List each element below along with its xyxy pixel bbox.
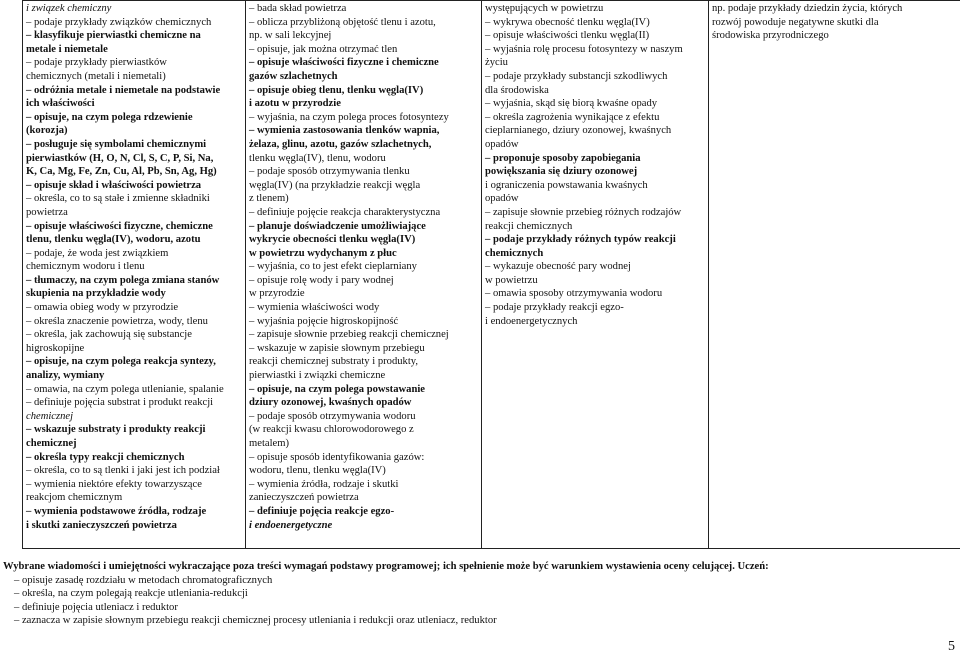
column-2-line: – opisuje sposób identyfikowania gazów: (249, 451, 425, 463)
column-4-line: np. podaje przykłady dziedzin życia, których (712, 3, 903, 14)
column-1-line: skupienia na przykładzie wody (26, 288, 166, 300)
column-2-line: – wymienia właściwości wody (249, 302, 380, 314)
requirements-table (22, 0, 960, 549)
column-2-line: zanieczyszczeń powietrza (249, 492, 359, 504)
column-3-line: występujących w powietrzu (485, 3, 604, 14)
column-2-line: wykrycie obecności tlenku węgla(IV) (249, 234, 416, 246)
column-3-line: opadów (485, 193, 519, 205)
column-1-line: – opisuje skład i właściwości powietrza (26, 179, 202, 191)
column-1-line: ich właściwości (26, 98, 95, 110)
column-1-line: – wymienia podstawowe źródła, rodzaje (26, 505, 207, 517)
column-1-line: reakcjom chemicznym (26, 492, 123, 504)
column-1-line: metale i niemetale (26, 43, 108, 55)
column-2 (246, 1, 482, 549)
column-1-line: – omawia, na czym polega utlenianie, spalanie (26, 383, 224, 395)
column-4-line: rozwój powoduje negatywne skutki dla (712, 16, 879, 28)
column-2-line: – oblicza przybliżoną objętość tlenu i azotu, (249, 16, 436, 28)
column-3-line: – omawia sposoby otrzymywania wodoru (485, 288, 663, 300)
column-2-line: – wyjaśnia, co to jest efekt cieplarniany (249, 261, 417, 273)
column-2-line: i azotu w przyrodzie (249, 98, 341, 110)
column-3-line: chemicznych (485, 247, 544, 259)
column-1-line: pierwiastków (H, O, N, Cl, S, C, P, Si, Na, (26, 152, 214, 164)
column-1-line: – określa, co to są stałe i zmienne składniki (26, 193, 210, 205)
column-1-line: i związek chemiczny (26, 3, 112, 14)
column-1-line: higroskopijne (26, 342, 85, 354)
column-1-line: powietrza (26, 206, 68, 218)
column-3-line: – wykazuje obecność pary wodnej (485, 261, 631, 273)
column-3-line: cieplarnianego, dziury ozonowej, kwaśnych (485, 125, 672, 137)
column-4-line: środowiska przyrodniczego (712, 30, 829, 42)
column-1-line: chemicznym wodoru i tlenu (26, 261, 145, 273)
column-2-line: – opisuje, jak można otrzymać tlen (249, 43, 398, 55)
column-3-line: dla środowiska (485, 84, 549, 96)
column-3-line: życiu (485, 57, 508, 69)
column-3-line: – zapisuje słownie przebieg różnych rodzajów (485, 206, 682, 218)
footer-item: – opisuje zasadę rozdziału w metodach chromatograficznych (14, 574, 273, 586)
column-2-line: – podaje sposób otrzymywania wodoru (249, 410, 416, 422)
column-3-line: reakcji chemicznych (485, 220, 573, 232)
column-3-line: – wyjaśnia rolę procesu fotosyntezy w naszym (485, 43, 683, 55)
column-3-line: i endoenergetycznych (485, 315, 578, 327)
column-2-line: pierwiastki i związki chemiczne (249, 370, 386, 382)
column-1-line: chemicznej (26, 410, 74, 422)
column-2-line: – zapisuje słownie przebieg reakcji chemicznej (249, 329, 449, 341)
column-1-line: – opisuje właściwości fizyczne, chemiczne (26, 220, 213, 232)
column-1-line: – podaje przykłady pierwiastków (26, 57, 167, 69)
column-2-line: – definiuje pojęcia reakcje egzo- (249, 505, 395, 517)
column-2-line: węgla(IV) (na przykładzie reakcji węgla (249, 179, 421, 191)
column-2-line: (w reakcji kwasu chlorowodorowego z (249, 424, 414, 436)
column-2-line: – planuje doświadczenie umożliwiające (249, 220, 426, 232)
column-2-line: metalem) (249, 438, 290, 449)
column-1-line: – podaje przykłady związków chemicznych (26, 16, 212, 28)
column-1-line: – posługuje się symbolami chemicznymi (26, 138, 207, 150)
column-1-line: – wymienia niektóre efekty towarzyszące (26, 478, 202, 490)
footer-item: – definiuje pojęcia utleniacz i reduktor (14, 601, 178, 613)
column-1-line: – opisuje, na czym polega reakcja syntezy, (26, 356, 216, 368)
column-2-line: np. w sali lekcyjnej (249, 30, 332, 42)
column-3-line: i ograniczenia powstawania kwaśnych (485, 179, 648, 191)
column-2-line: – opisuje, na czym polega powstawanie (249, 383, 425, 395)
column-2-line: i endoenergetyczne (249, 519, 333, 531)
column-1-line: – podaje, że woda jest związkiem (26, 247, 169, 259)
column-2-line: – wyjaśnia pojęcie higroskopijność (249, 315, 399, 327)
column-2-line: – wskazuje w zapisie słownym przebiegu (249, 342, 425, 354)
column-3-line: – opisuje właściwości tlenku węgla(II) (485, 30, 650, 42)
column-3-line: w powietrzu (485, 274, 538, 286)
column-1-line: – wskazuje substraty i produkty reakcji (26, 424, 206, 436)
page-number: 5 (948, 639, 955, 654)
column-1-line: K, Ca, Mg, Fe, Zn, Cu, Al, Pb, Sn, Ag, Hg) (26, 166, 217, 178)
column-3-line: opadów (485, 138, 519, 150)
column-2-line: reakcji chemicznej substraty i produkty, (249, 356, 419, 368)
column-2-line: – bada skład powietrza (249, 3, 347, 14)
column-1-line: – określa znaczenie powietrza, wody, tlenu (26, 315, 208, 327)
column-3-line: – wykrywa obecność tlenku węgla(IV) (485, 16, 650, 28)
column-3-line: – podaje przykłady substancji szkodliwych (485, 70, 668, 82)
column-2-line: żelaza, glinu, azotu, gazów szlachetnych, (249, 138, 432, 150)
column-2-line: – wymienia zastosowania tlenków wapnia, (249, 125, 440, 137)
column-1-line: chemicznej (26, 438, 77, 449)
footer-note (3, 560, 953, 628)
column-2-line: z tlenem) (249, 193, 289, 205)
column-3-line: – podaje przykłady różnych typów reakcji (485, 234, 676, 246)
column-2-line: – wyjaśnia, na czym polega proces fotosyntezy (249, 111, 449, 123)
column-3-line: powiększania się dziury ozonowej (485, 166, 638, 178)
footer-item: – określa, na czym polegają reakcje utleniania-redukcji (14, 588, 248, 600)
column-1 (23, 1, 246, 549)
column-1-line: – definiuje pojęcia substrat i produkt reakcji (26, 397, 214, 409)
column-3 (482, 1, 709, 549)
column-2-line: – wymienia źródła, rodzaje i skutki (249, 478, 399, 490)
column-1-line: analizy, wymiany (26, 370, 105, 382)
column-3-line: – proponuje sposoby zapobiegania (485, 152, 641, 164)
column-1-line: chemicznych (metali i niemetali) (26, 70, 166, 82)
column-1-line: – tłumaczy, na czym polega zmiana stanów (26, 274, 220, 286)
column-1-line: – klasyfikuje pierwiastki chemiczne na (26, 30, 201, 42)
column-1-line: – określa, co to są tlenki i jaki jest ich podział (26, 465, 220, 477)
requirements-row (23, 1, 960, 549)
column-2-line: – podaje sposób otrzymywania tlenku (249, 166, 410, 178)
column-1-line: – określa, jak zachowują się substancje (26, 329, 192, 341)
footer-item: – zaznacza w zapisie słownym przebiegu reakcji chemicznej procesy utleniania i redukcji oraz utleniacz, reduktor (14, 615, 497, 627)
column-2-line: gazów szlachetnych (249, 70, 338, 82)
column-3-line: – podaje przykłady reakcji egzo- (485, 302, 624, 314)
column-1-line: tlenu, tlenku węgla(IV), wodoru, azotu (26, 234, 201, 246)
column-1-line: i skutki zanieczyszczeń powietrza (26, 519, 177, 531)
column-3-line: – określa zagrożenia wynikające z efektu (485, 111, 660, 123)
column-1-line: – opisuje, na czym polega rdzewienie (26, 111, 193, 123)
footer-heading: Wybrane wiadomości i umiejętności wykraczające poza treści wymagań podstawy programowej; ich spełnienie może być warunkiem wystawienia oceny celującej. Uczeń: (3, 561, 769, 572)
column-2-line: dziury ozonowej, kwaśnych opadów (249, 397, 412, 409)
column-3-line: – wyjaśnia, skąd się biorą kwaśne opady (485, 98, 658, 110)
column-2-line: wodoru, tlenu, tlenku węgla(IV) (249, 465, 386, 477)
column-1-line: – omawia obieg wody w przyrodzie (26, 302, 179, 314)
column-2-line: – definiuje pojęcie reakcja charakterystyczna (249, 206, 441, 218)
column-1-line: (korozja) (26, 125, 68, 137)
column-1-line: – określa typy reakcji chemicznych (26, 451, 185, 463)
column-2-line: w przyrodzie (249, 288, 305, 300)
column-2-line: tlenku węgla(IV), tlenu, wodoru (249, 152, 386, 164)
column-4 (709, 1, 960, 549)
column-2-line: – opisuje obieg tlenu, tlenku węgla(IV) (249, 84, 424, 96)
column-2-line: – opisuje rolę wody i pary wodnej (249, 274, 394, 286)
column-2-line: w powietrzu wydychanym z płuc (249, 247, 397, 259)
column-1-line: – odróżnia metale i niemetale na podstawie (26, 84, 221, 96)
column-2-line: – opisuje właściwości fizyczne i chemiczne (249, 57, 439, 69)
